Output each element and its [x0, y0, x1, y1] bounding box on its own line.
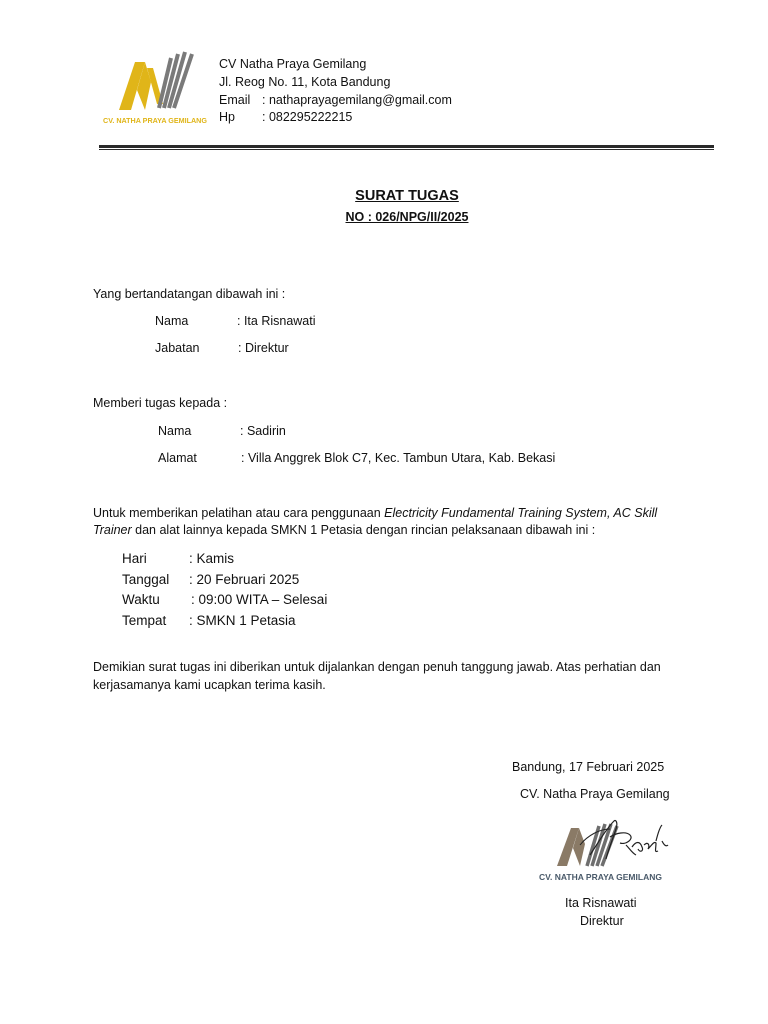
company-logo	[101, 48, 211, 130]
purpose-text: Untuk memberikan pelatihan atau cara penggunaan	[93, 506, 385, 520]
schedule-place-label: Tempat	[122, 613, 167, 628]
purpose-text-cont: dan alat lainnya kepada SMKN 1 Petasia dengan rincian pelaksanaan dibawah ini :	[131, 523, 596, 537]
schedule-day-value: : Kamis	[189, 551, 235, 566]
closing-line-2: kerjasamanya kami ucapkan terima kasih.	[93, 678, 326, 692]
logo-caption: CV. NATHA PRAYA GEMILANG	[103, 116, 207, 125]
phone-label: Hp	[219, 110, 235, 124]
company-name: CV Natha Praya Gemilang	[219, 57, 367, 71]
document-number: NO : 026/NPG/II/2025	[345, 210, 469, 224]
assignee-intro: Memberi tugas kepada :	[93, 396, 228, 410]
assignee-name-label: Nama	[158, 424, 192, 438]
closing-line-1: Demikian surat tugas ini diberikan untuk dijalankan dengan penuh tanggung jawab. Atas perhatian dan	[93, 660, 661, 674]
signer-position-label: Jabatan	[155, 341, 200, 355]
header-divider-thin	[99, 149, 714, 150]
schedule-time-value: : 09:00 WITA – Selesai	[191, 592, 328, 607]
schedule-date-value: : 20 Februari 2025	[189, 572, 300, 587]
purpose-equipment: Electricity Fundamental Training System, AC Skill	[384, 506, 658, 520]
purpose-equipment-cont: Trainer	[93, 523, 132, 537]
phone-value: : 082295222215	[262, 110, 353, 124]
schedule-time-label: Waktu	[122, 592, 160, 607]
stamp-caption: CV. NATHA PRAYA GEMILANG	[539, 872, 662, 882]
email-value: : nathaprayagemilang@gmail.com	[262, 93, 452, 107]
document-title: SURAT TUGAS	[355, 188, 459, 204]
signer-intro: Yang bertandatangan dibawah ini :	[93, 287, 286, 301]
handwritten-signature	[570, 815, 674, 867]
schedule-day-label: Hari	[122, 551, 147, 566]
assignee-address-label: Alamat	[158, 451, 197, 465]
assignee-address-value: : Villa Anggrek Blok C7, Kec. Tambun Utara, Kab. Bekasi	[241, 451, 556, 465]
signer-position-value: : Direktur	[238, 341, 289, 355]
signer-name-value: : Ita Risnawati	[237, 314, 316, 328]
signature-company: CV. Natha Praya Gemilang	[520, 787, 670, 801]
header-divider-thick	[99, 145, 714, 148]
schedule-date-label: Tanggal	[122, 572, 170, 587]
signer-name: Ita Risnawati	[565, 896, 637, 910]
purpose-line-1	[93, 506, 657, 520]
place-date: Bandung, 17 Februari 2025	[512, 760, 665, 774]
company-address: Jl. Reog No. 11, Kota Bandung	[219, 75, 391, 89]
schedule-place-value: : SMKN 1 Petasia	[189, 613, 296, 628]
signer-name-label: Nama	[155, 314, 189, 328]
assignee-name-value: : Sadirin	[240, 424, 286, 438]
signer-title: Direktur	[580, 914, 624, 928]
email-label: Email	[219, 93, 251, 107]
purpose-line-2	[93, 523, 595, 537]
